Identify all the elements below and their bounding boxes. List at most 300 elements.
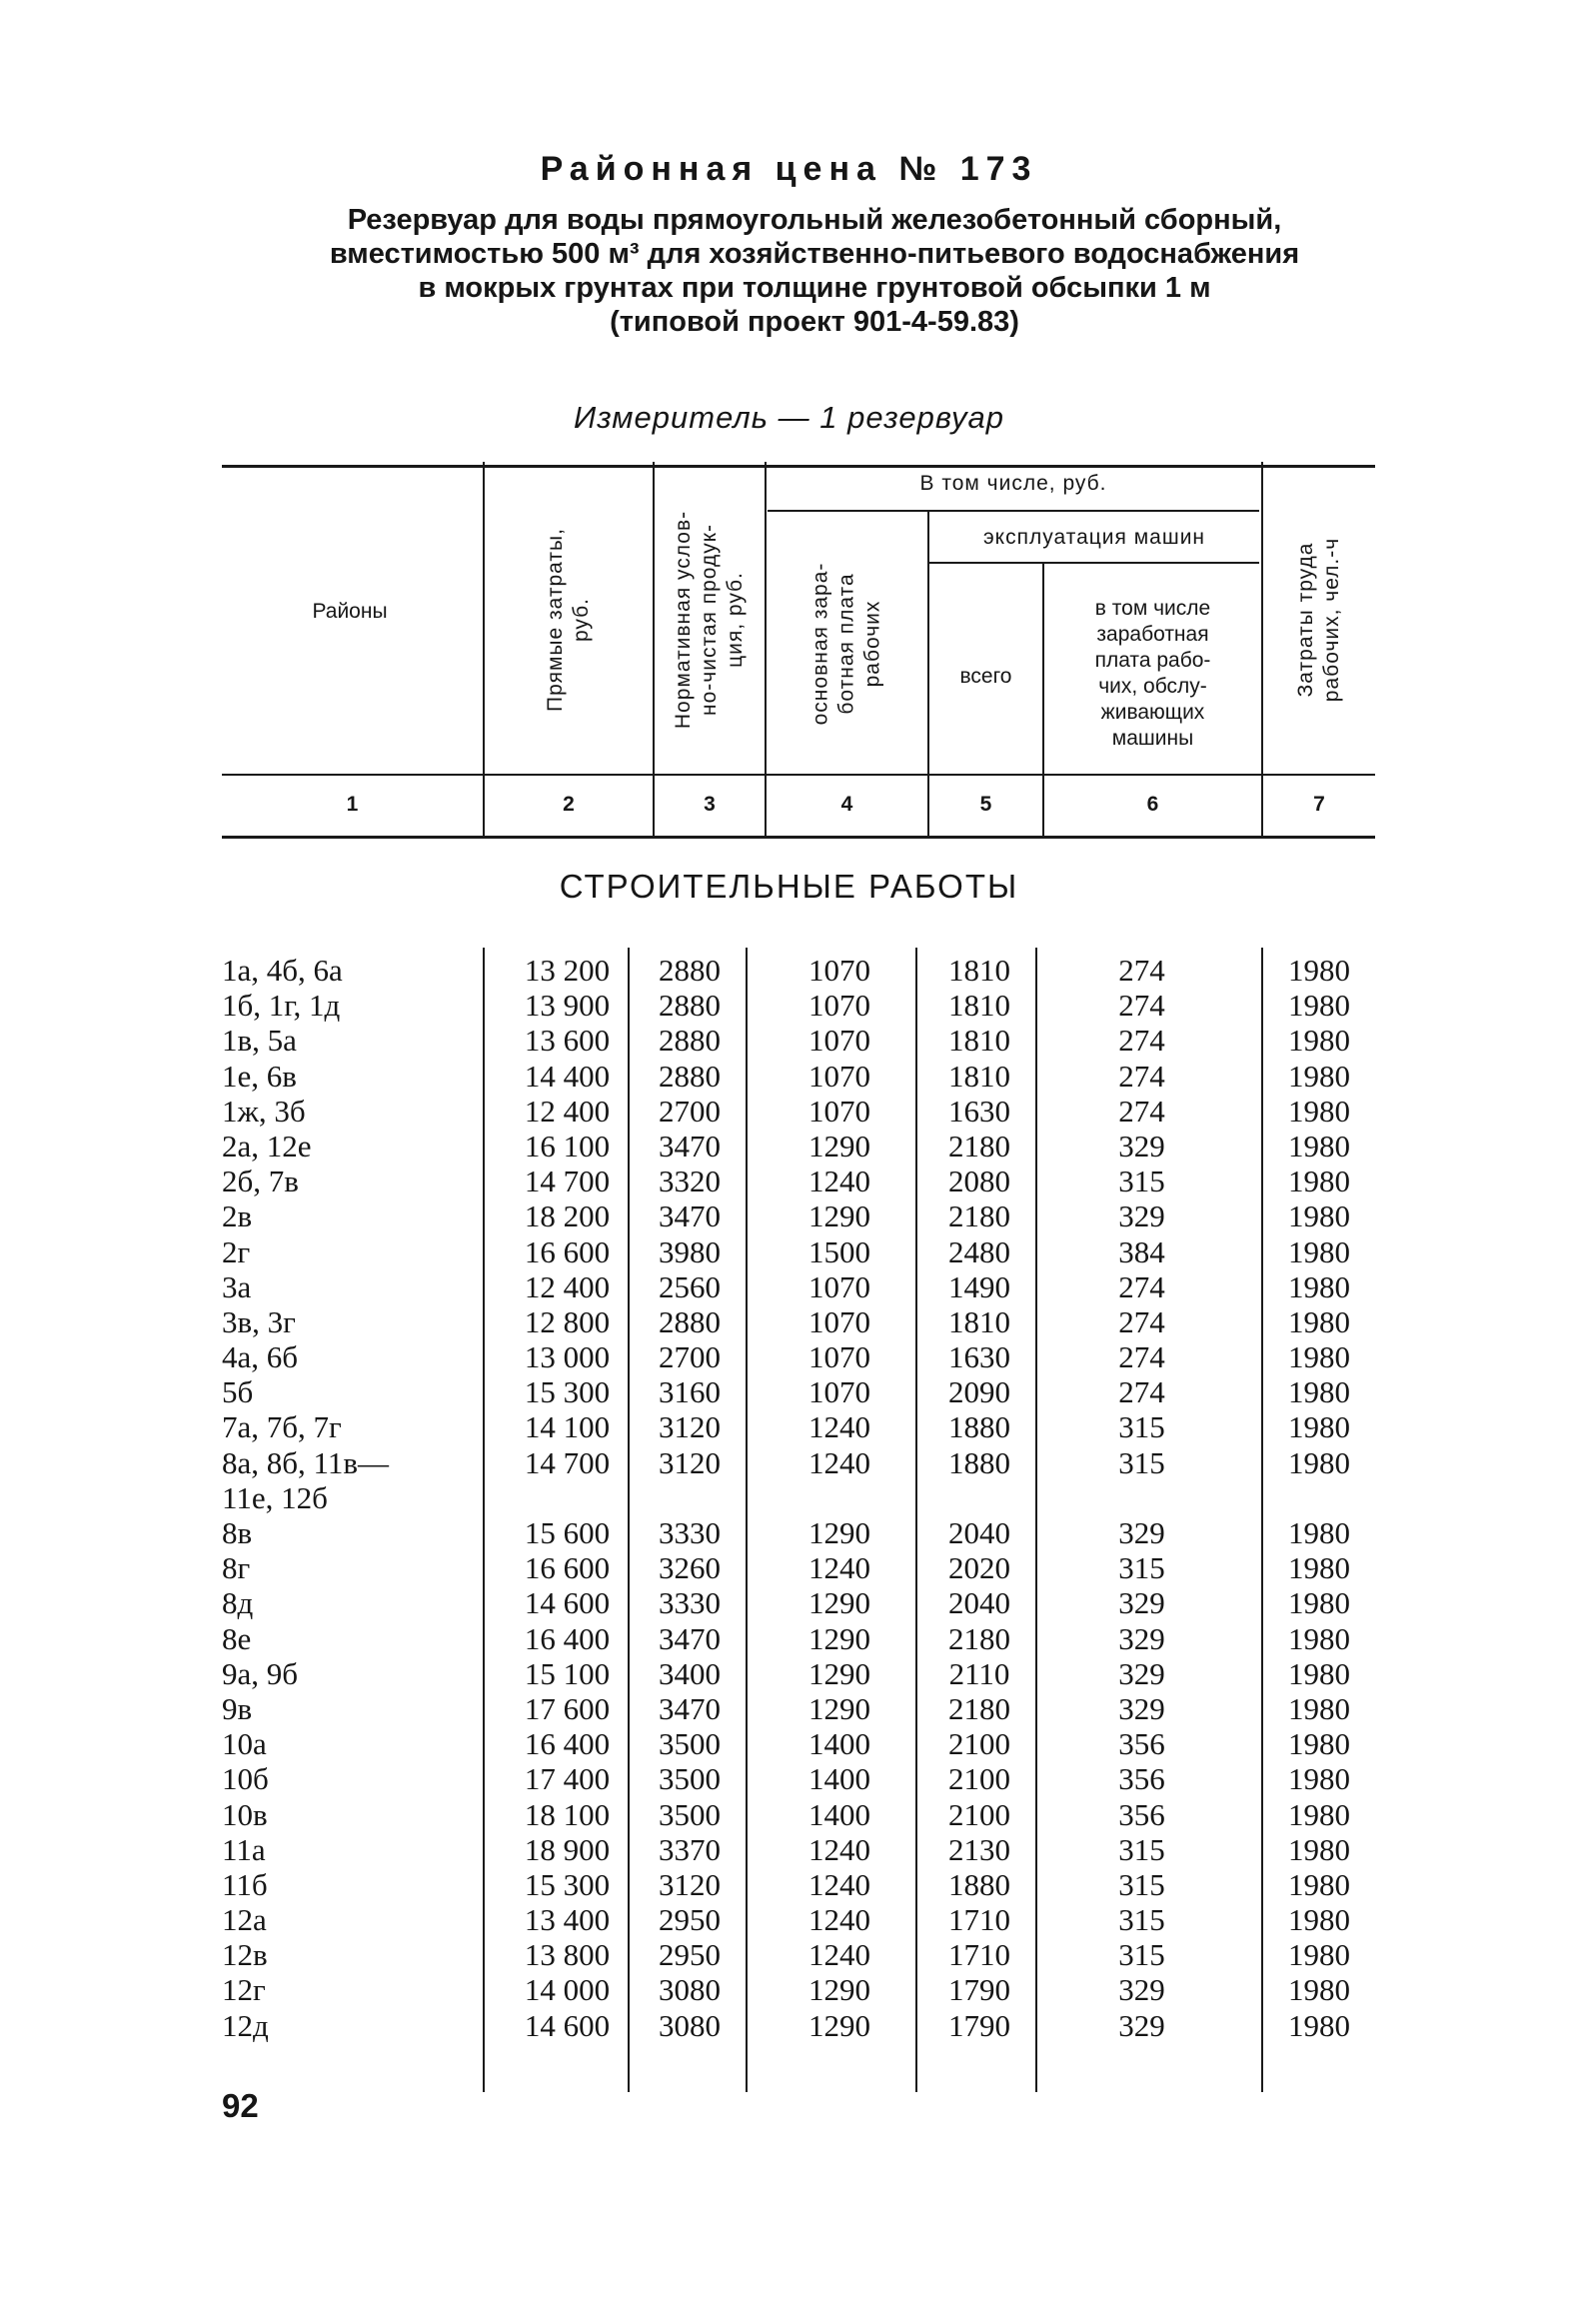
value-cell-c6: 329 — [1118, 1620, 1165, 1656]
including-rule — [768, 510, 1259, 512]
value-cell-c7: 1980 — [1288, 1761, 1350, 1797]
region-cell — [222, 988, 340, 1023]
value-cell-c2: 17 600 — [524, 1690, 611, 1726]
value-cell-c5: 2180 — [948, 1690, 1010, 1726]
value-cell-c2: 12 800 — [524, 1303, 611, 1339]
value-cell-c5: 1630 — [948, 1093, 1010, 1129]
value-cell-c2: 15 100 — [524, 1655, 611, 1691]
value-cell-c2: 13 000 — [524, 1339, 611, 1375]
value-cell-c2: 16 600 — [524, 1233, 611, 1269]
value-cell-c3: 2880 — [659, 1303, 721, 1339]
table-row — [0, 1937, 1578, 1972]
value-cell-c7: 1980 — [1288, 1163, 1350, 1199]
region-label: 2г — [222, 1233, 251, 1269]
value-cell-c3: 3400 — [659, 1655, 721, 1691]
column-number: 3 — [704, 793, 716, 816]
value-cell-c5: 1490 — [948, 1268, 1010, 1304]
subtitle-line: Резервуар для воды прямоугольный железобетонный сборный, — [347, 204, 1282, 236]
value-cell-c3: 2560 — [659, 1268, 721, 1304]
region-label: 1е, 6в — [222, 1058, 297, 1094]
header-normative — [655, 470, 765, 770]
region-cell — [222, 953, 343, 988]
region-cell — [222, 1059, 297, 1094]
table-row — [0, 1726, 1578, 1761]
header-line: Нормативная услов- — [672, 510, 695, 730]
value-cell-c4: 1070 — [808, 1268, 870, 1304]
value-cell-c4: 1070 — [808, 1058, 870, 1094]
header-line: ция, руб. — [724, 572, 747, 668]
value-cell-c3: 3370 — [659, 1831, 721, 1867]
value-cell-c4: 1290 — [808, 2007, 870, 2043]
value-cell-c3: 3080 — [659, 2007, 721, 2043]
value-cell-c4: 1240 — [808, 1163, 870, 1199]
region-cell — [222, 1902, 267, 1937]
value-cell-c7: 1980 — [1288, 1444, 1350, 1480]
value-cell-c7: 1980 — [1288, 1268, 1350, 1304]
value-cell-c3: 3500 — [659, 1726, 721, 1762]
value-cell-c6: 356 — [1118, 1726, 1165, 1762]
value-cell-c3: 3080 — [659, 1972, 721, 2008]
value-cell-c4: 1240 — [808, 1866, 870, 1902]
value-cell-c3: 2880 — [659, 1023, 721, 1059]
value-cell-c5: 1630 — [948, 1339, 1010, 1375]
page-title: Районная цена № 173 — [540, 150, 1038, 188]
table-row — [0, 1304, 1578, 1339]
value-cell-c5: 2180 — [948, 1198, 1010, 1234]
machines-rule — [927, 562, 1259, 564]
value-cell-c7: 1980 — [1288, 1058, 1350, 1094]
region-cell — [222, 1550, 250, 1585]
region-cell — [222, 1234, 250, 1269]
region-label: 10б — [222, 1761, 269, 1797]
value-cell-c4: 1400 — [808, 1726, 870, 1762]
table-row — [0, 1234, 1578, 1269]
region-label: 1а, 4б, 6а — [222, 953, 343, 988]
region-cell — [222, 1691, 252, 1726]
table-row — [0, 1585, 1578, 1620]
value-cell-c6: 315 — [1118, 1444, 1165, 1480]
value-cell-c6: 274 — [1118, 953, 1165, 988]
region-label: 11а — [222, 1831, 266, 1867]
header-line: основная зара- — [808, 562, 832, 726]
header-line: машины — [1111, 727, 1194, 750]
header-direct-costs — [485, 470, 653, 770]
column-number: 4 — [840, 793, 853, 816]
region-label: 9в — [222, 1690, 253, 1726]
value-cell-c5: 1790 — [948, 2007, 1010, 2043]
value-cell-c6: 315 — [1118, 1163, 1165, 1199]
column-number: 5 — [979, 793, 992, 816]
value-cell-c5: 1710 — [948, 1937, 1010, 1973]
region-cell — [222, 1867, 268, 1902]
value-cell-c5: 2090 — [948, 1374, 1010, 1410]
value-cell-c3: 2700 — [659, 1093, 721, 1129]
value-cell-c4: 1240 — [808, 1409, 870, 1445]
table-row — [0, 1691, 1578, 1726]
value-cell-c2: 16 600 — [524, 1550, 611, 1586]
header-line: но-чистая продук- — [698, 524, 721, 716]
value-cell-c3: 3500 — [659, 1761, 721, 1797]
value-cell-c6: 315 — [1118, 1831, 1165, 1867]
value-cell-c4: 1290 — [808, 1620, 870, 1656]
region-label: 12г — [222, 1972, 266, 2008]
value-cell-c4: 1290 — [808, 1655, 870, 1691]
value-cell-c5: 2110 — [948, 1655, 1010, 1691]
value-cell-c5: 2100 — [948, 1726, 1010, 1762]
header-incl-wage — [1044, 596, 1261, 752]
value-cell-c7: 1980 — [1288, 1303, 1350, 1339]
region-label: 8д — [222, 1585, 254, 1621]
value-cell-c5: 2020 — [948, 1550, 1010, 1586]
value-cell-c6: 315 — [1118, 1866, 1165, 1902]
region-label: 11е, 12б — [222, 1479, 328, 1515]
region-cell — [222, 1972, 266, 2007]
value-cell-c3: 3500 — [659, 1796, 721, 1832]
value-cell-c5: 1810 — [948, 988, 1010, 1024]
column-number: 6 — [1146, 793, 1159, 816]
region-cell — [222, 1445, 389, 1515]
table-row — [0, 1409, 1578, 1444]
region-cell — [222, 1129, 312, 1163]
value-cell-c6: 274 — [1118, 1268, 1165, 1304]
table-row — [0, 1832, 1578, 1867]
region-label: 2а, 12е — [222, 1128, 312, 1163]
colnum-rule — [222, 836, 1375, 839]
value-cell-c2: 14 000 — [524, 1972, 611, 2008]
table-row — [0, 1621, 1578, 1656]
value-cell-c4: 1240 — [808, 1937, 870, 1973]
value-cell-c6: 329 — [1118, 2007, 1165, 2043]
value-cell-c6: 274 — [1118, 1374, 1165, 1410]
value-cell-c2: 16 400 — [524, 1620, 611, 1656]
header-base-wage — [767, 515, 927, 773]
value-cell-c6: 356 — [1118, 1761, 1165, 1797]
document-subtitle — [250, 203, 1379, 339]
value-cell-c6: 329 — [1118, 1690, 1165, 1726]
value-cell-c7: 1980 — [1288, 1339, 1350, 1375]
value-cell-c7: 1980 — [1288, 1585, 1350, 1621]
header-line: плата рабо- — [1094, 649, 1211, 672]
value-cell-c6: 315 — [1118, 1902, 1165, 1938]
value-cell-c7: 1980 — [1288, 1093, 1350, 1129]
region-label: 1б, 1г, 1д — [222, 988, 341, 1024]
region-cell — [222, 1023, 297, 1058]
value-cell-c2: 13 900 — [524, 988, 611, 1024]
value-cell-c6: 329 — [1118, 1972, 1165, 2008]
value-cell-c2: 15 600 — [524, 1515, 611, 1551]
value-cell-c5: 1880 — [948, 1866, 1010, 1902]
header-line: Затраты труда — [1294, 542, 1318, 698]
value-cell-c2: 13 200 — [524, 953, 611, 988]
header-including: В том числе, руб. — [919, 472, 1107, 495]
region-label: 2б, 7в — [222, 1163, 299, 1199]
header-regions: Районы — [312, 600, 388, 623]
header-line: в том числе — [1094, 597, 1211, 620]
value-cell-c7: 1980 — [1288, 1515, 1350, 1551]
value-cell-c5: 1880 — [948, 1409, 1010, 1445]
header-labor — [1263, 470, 1375, 770]
region-label: 2в — [222, 1198, 253, 1234]
value-cell-c7: 1980 — [1288, 1198, 1350, 1234]
value-cell-c4: 1290 — [808, 1972, 870, 2008]
value-cell-c2: 14 100 — [524, 1409, 611, 1445]
value-cell-c3: 3470 — [659, 1690, 721, 1726]
value-cell-c3: 3320 — [659, 1163, 721, 1199]
value-cell-c3: 3330 — [659, 1585, 721, 1621]
value-cell-c4: 1240 — [808, 1902, 870, 1938]
value-cell-c4: 1070 — [808, 1339, 870, 1375]
value-cell-c7: 1980 — [1288, 1023, 1350, 1059]
value-cell-c4: 1290 — [808, 1690, 870, 1726]
value-cell-c2: 12 400 — [524, 1093, 611, 1129]
value-cell-c7: 1980 — [1288, 1128, 1350, 1163]
value-cell-c6: 384 — [1118, 1233, 1165, 1269]
section-title: СТРОИТЕЛЬНЫЕ РАБОТЫ — [559, 868, 1019, 905]
value-cell-c6: 274 — [1118, 1023, 1165, 1059]
value-cell-c2: 14 600 — [524, 1585, 611, 1621]
value-cell-c2: 14 400 — [524, 1058, 611, 1094]
value-cell-c4: 1500 — [808, 1233, 870, 1269]
region-label: 8в — [222, 1515, 253, 1551]
value-cell-c4: 1290 — [808, 1515, 870, 1551]
value-cell-c7: 1980 — [1288, 1620, 1350, 1656]
region-cell — [222, 1339, 298, 1374]
header-line: заработная — [1096, 623, 1209, 646]
value-cell-c4: 1400 — [808, 1796, 870, 1832]
region-label: 12в — [222, 1937, 268, 1973]
table-row — [0, 1972, 1578, 2007]
value-cell-c4: 1290 — [808, 1128, 870, 1163]
region-cell — [222, 1797, 268, 1832]
value-cell-c4: 1070 — [808, 1023, 870, 1059]
region-cell — [222, 1761, 269, 1796]
header-line: рабочих — [860, 600, 884, 688]
value-cell-c2: 15 300 — [524, 1866, 611, 1902]
value-cell-c6: 356 — [1118, 1796, 1165, 1832]
table-row — [0, 1797, 1578, 1832]
header-line: чих, обслу- — [1098, 675, 1207, 698]
value-cell-c2: 12 400 — [524, 1268, 611, 1304]
value-cell-c2: 16 100 — [524, 1128, 611, 1163]
value-cell-c6: 329 — [1118, 1585, 1165, 1621]
table-row — [0, 1023, 1578, 1058]
region-label: 8е — [222, 1620, 252, 1656]
table-row — [0, 1656, 1578, 1691]
region-cell — [222, 1409, 342, 1444]
value-cell-c7: 1980 — [1288, 1972, 1350, 2008]
value-cell-c6: 329 — [1118, 1198, 1165, 1234]
value-cell-c6: 329 — [1118, 1128, 1165, 1163]
value-cell-c2: 13 600 — [524, 1023, 611, 1059]
region-label: 5б — [222, 1374, 254, 1410]
value-cell-c4: 1070 — [808, 1093, 870, 1129]
value-cell-c5: 1810 — [948, 1058, 1010, 1094]
value-cell-c7: 1980 — [1288, 1655, 1350, 1691]
value-cell-c3: 3330 — [659, 1515, 721, 1551]
value-cell-c3: 3120 — [659, 1444, 721, 1480]
table-row — [0, 1269, 1578, 1304]
value-cell-c4: 1240 — [808, 1550, 870, 1586]
value-cell-c2: 16 400 — [524, 1726, 611, 1762]
value-cell-c2: 14 600 — [524, 2007, 611, 2043]
column-number: 7 — [1313, 793, 1325, 816]
region-label: 4а, 6б — [222, 1339, 299, 1375]
header-line: живающих — [1100, 701, 1205, 724]
table-row — [0, 1445, 1578, 1515]
column-number: 1 — [346, 793, 359, 816]
value-cell-c7: 1980 — [1288, 1409, 1350, 1445]
region-label: 3в, 3г — [222, 1303, 296, 1339]
value-cell-c3: 2950 — [659, 1937, 721, 1973]
region-cell — [222, 1094, 306, 1129]
region-label: 12д — [222, 2007, 269, 2043]
value-cell-c3: 3470 — [659, 1198, 721, 1234]
value-cell-c7: 1980 — [1288, 1374, 1350, 1410]
value-cell-c6: 315 — [1118, 1550, 1165, 1586]
value-cell-c6: 329 — [1118, 1515, 1165, 1551]
value-cell-c5: 2100 — [948, 1796, 1010, 1832]
value-cell-c2: 14 700 — [524, 1444, 611, 1480]
table-row — [0, 1094, 1578, 1129]
value-cell-c2: 13 800 — [524, 1937, 611, 1973]
table-row — [0, 1198, 1578, 1233]
value-cell-c3: 2700 — [659, 1339, 721, 1375]
table-row — [0, 1867, 1578, 1902]
header-machine-operation: эксплуатация машин — [982, 526, 1206, 549]
value-cell-c5: 1810 — [948, 1303, 1010, 1339]
subtitle-line: вместимостью 500 м³ для хозяйственно-питьевого водоснабжения — [329, 238, 1300, 270]
value-cell-c3: 3120 — [659, 1409, 721, 1445]
value-cell-c7: 1980 — [1288, 1233, 1350, 1269]
region-cell — [222, 1585, 253, 1620]
column-number: 2 — [563, 793, 575, 816]
region-label: 7а, 7б, 7г — [222, 1409, 342, 1445]
value-cell-c7: 1980 — [1288, 988, 1350, 1024]
region-cell — [222, 1832, 266, 1867]
value-cell-c4: 1400 — [808, 1761, 870, 1797]
table-row — [0, 1550, 1578, 1585]
value-cell-c4: 1070 — [808, 1303, 870, 1339]
value-cell-c3: 2950 — [659, 1902, 721, 1938]
value-cell-c5: 1880 — [948, 1444, 1010, 1480]
value-cell-c7: 1980 — [1288, 953, 1350, 988]
region-cell — [222, 1656, 298, 1691]
table-row — [0, 1902, 1578, 1937]
region-label: 1ж, 3б — [222, 1093, 306, 1129]
value-cell-c5: 1710 — [948, 1902, 1010, 1938]
value-cell-c7: 1980 — [1288, 1902, 1350, 1938]
value-cell-c5: 2040 — [948, 1585, 1010, 1621]
region-label: 3а — [222, 1268, 252, 1304]
value-cell-c3: 2880 — [659, 988, 721, 1024]
header-top-rule — [222, 465, 1375, 468]
region-cell — [222, 1937, 268, 1972]
value-cell-c6: 274 — [1118, 1303, 1165, 1339]
value-cell-c6: 274 — [1118, 1093, 1165, 1129]
region-cell — [222, 1726, 267, 1761]
region-cell — [222, 1198, 252, 1233]
table-row — [0, 953, 1578, 988]
value-cell-c4: 1240 — [808, 1831, 870, 1867]
region-label: 10в — [222, 1796, 268, 1832]
table-row — [0, 1761, 1578, 1796]
measure-unit: Измеритель — 1 резервуар — [574, 400, 1004, 435]
region-cell — [222, 1515, 252, 1550]
table-row — [0, 1163, 1578, 1198]
value-cell-c5: 2040 — [948, 1515, 1010, 1551]
header-bottom-rule — [222, 774, 1375, 776]
table-row — [0, 1374, 1578, 1409]
value-cell-c7: 1980 — [1288, 2007, 1350, 2043]
value-cell-c6: 315 — [1118, 1937, 1165, 1973]
table-row — [0, 1339, 1578, 1374]
value-cell-c5: 2180 — [948, 1620, 1010, 1656]
value-cell-c5: 2480 — [948, 1233, 1010, 1269]
subtitle-line: в мокрых грунтах при толщине грунтовой обсыпки 1 м — [418, 272, 1211, 304]
value-cell-c3: 2880 — [659, 953, 721, 988]
region-label: 1в, 5а — [222, 1023, 297, 1059]
value-cell-c4: 1240 — [808, 1444, 870, 1480]
table-row — [0, 2008, 1578, 2043]
value-cell-c5: 2130 — [948, 1831, 1010, 1867]
value-cell-c6: 274 — [1118, 1339, 1165, 1375]
value-cell-c7: 1980 — [1288, 1866, 1350, 1902]
value-cell-c7: 1980 — [1288, 1796, 1350, 1832]
region-cell — [222, 1374, 253, 1409]
region-cell — [222, 2008, 269, 2043]
value-cell-c3: 3120 — [659, 1866, 721, 1902]
table-row — [0, 1059, 1578, 1094]
value-cell-c5: 2100 — [948, 1761, 1010, 1797]
value-cell-c2: 18 900 — [524, 1831, 611, 1867]
value-cell-c6: 329 — [1118, 1655, 1165, 1691]
data-table-body — [0, 953, 1578, 2043]
table-row — [0, 1129, 1578, 1163]
value-cell-c5: 1810 — [948, 953, 1010, 988]
page-number: 92 — [222, 2087, 259, 2124]
value-cell-c3: 3470 — [659, 1128, 721, 1163]
value-cell-c5: 1810 — [948, 1023, 1010, 1059]
value-cell-c2: 14 700 — [524, 1163, 611, 1199]
value-cell-c7: 1980 — [1288, 1937, 1350, 1973]
value-cell-c7: 1980 — [1288, 1726, 1350, 1762]
header-line: рабочих, чел.-ч — [1320, 537, 1344, 703]
header-line: ботная плата — [834, 573, 858, 715]
region-cell — [222, 1163, 299, 1198]
table-row — [0, 988, 1578, 1023]
region-label: 10а — [222, 1726, 267, 1762]
value-cell-c7: 1980 — [1288, 1831, 1350, 1867]
value-cell-c7: 1980 — [1288, 1690, 1350, 1726]
region-cell — [222, 1269, 251, 1304]
value-cell-c5: 2080 — [948, 1163, 1010, 1199]
value-cell-c2: 18 100 — [524, 1796, 611, 1832]
subtitle-line: (типовой проект 901-4-59.83) — [610, 306, 1019, 338]
region-label: 12а — [222, 1902, 267, 1938]
value-cell-c3: 3470 — [659, 1620, 721, 1656]
value-cell-c2: 13 400 — [524, 1902, 611, 1938]
value-cell-c3: 3980 — [659, 1233, 721, 1269]
header-machine-total: всего — [959, 665, 1012, 688]
value-cell-c5: 2180 — [948, 1128, 1010, 1163]
region-label: 8а, 8б, 11в— — [222, 1444, 390, 1480]
value-cell-c6: 274 — [1118, 1058, 1165, 1094]
value-cell-c2: 18 200 — [524, 1198, 611, 1234]
header-line: руб. — [570, 597, 593, 643]
value-cell-c6: 315 — [1118, 1409, 1165, 1445]
value-cell-c4: 1070 — [808, 1374, 870, 1410]
value-cell-c4: 1290 — [808, 1198, 870, 1234]
